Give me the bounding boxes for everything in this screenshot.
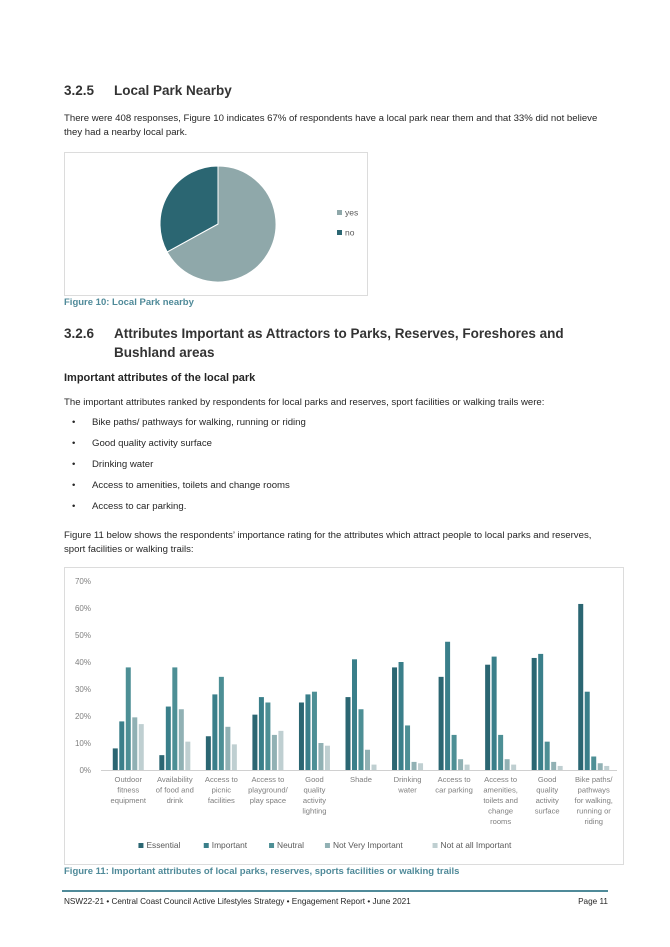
legend-label-no: no	[345, 227, 355, 238]
bar	[113, 748, 118, 770]
x-tick-label: change	[488, 806, 514, 816]
bar	[365, 750, 370, 770]
bar	[585, 692, 590, 770]
bullet-icon: •	[72, 501, 76, 512]
section-heading-3-2-5	[64, 83, 232, 98]
bar	[418, 763, 423, 770]
x-tick-label: activity	[535, 796, 559, 805]
x-tick-label: car parking	[435, 785, 473, 795]
bar	[399, 662, 404, 770]
x-tick-label: Access to	[484, 775, 518, 784]
pie-chart	[65, 153, 367, 295]
bar	[458, 759, 463, 770]
legend-swatch	[269, 843, 274, 848]
subheading-important-attributes: Important attributes of the local park	[64, 372, 256, 384]
x-tick-label: pathways	[577, 785, 610, 795]
y-tick-label: 60%	[74, 604, 91, 613]
list-item: • Good quality activity surface	[72, 438, 212, 449]
bar	[604, 766, 609, 770]
page-number: Page 11	[578, 897, 608, 906]
x-tick-label: Access to	[251, 775, 285, 784]
bullet-icon: •	[72, 459, 76, 470]
bar	[352, 659, 357, 770]
legend-label: Neutral	[277, 840, 305, 850]
attributes-bullet-list	[64, 416, 306, 521]
y-tick-label: 10%	[74, 739, 91, 748]
legend-swatch-no	[337, 230, 342, 235]
bar	[225, 727, 230, 770]
x-tick-label: quality	[303, 785, 326, 795]
bar	[511, 765, 516, 770]
bar	[126, 667, 131, 770]
list-item: • Drinking water	[72, 459, 154, 470]
x-tick-label: amenities,	[483, 785, 518, 795]
bar	[166, 707, 171, 770]
x-tick-label: Bike paths/	[574, 775, 613, 784]
bar	[598, 763, 603, 770]
y-tick-label: 50%	[74, 631, 91, 640]
y-tick-label: 0%	[79, 766, 91, 775]
bar	[212, 694, 217, 770]
y-tick-label: 40%	[74, 658, 91, 667]
x-tick-label: riding	[584, 817, 604, 826]
bar	[325, 746, 330, 770]
x-tick-label: Good	[537, 775, 557, 784]
bar	[206, 736, 211, 770]
y-tick-label: 70%	[74, 577, 91, 586]
x-tick-label: playground/	[248, 785, 288, 795]
bar	[299, 703, 304, 771]
x-tick-label: quality	[536, 785, 559, 795]
x-tick-label: Availability	[156, 775, 193, 784]
legend-swatch-yes	[337, 210, 342, 215]
list-item: • Bike paths/ pathways for walking, running or riding	[72, 417, 306, 428]
footer-text: NSW22-21 • Central Coast Council Active Lifestyles Strategy • Engagement Report • June 2021	[64, 897, 411, 906]
x-tick-label: water	[398, 785, 417, 795]
x-tick-label: Access to	[204, 775, 238, 784]
list-item: • Access to car parking.	[72, 501, 187, 512]
legend-swatch	[325, 843, 330, 848]
bar	[159, 755, 164, 770]
x-tick-label: activity	[302, 796, 327, 805]
bar	[278, 731, 283, 770]
footer-divider	[62, 890, 608, 892]
figure-10-chart	[64, 152, 368, 296]
x-tick-label: play space	[249, 796, 287, 805]
bullet-icon: •	[72, 417, 76, 428]
legend-swatch	[204, 843, 209, 848]
figure-11-caption: Figure 11: Important attributes of local parks, reserves, sports facilities or walking trails	[64, 866, 460, 877]
figure-10-caption: Figure 10: Local Park nearby	[64, 297, 194, 308]
bar-chart	[65, 568, 623, 864]
list-item: • Access to amenities, toilets and change rooms	[72, 480, 290, 491]
bar	[318, 743, 323, 770]
bar	[591, 757, 596, 771]
bullet-icon: •	[72, 480, 76, 491]
bar	[465, 765, 470, 770]
x-tick-label: of food and	[155, 785, 194, 795]
x-tick-label: fitness	[117, 785, 140, 795]
bar	[545, 742, 550, 770]
bar	[185, 742, 190, 770]
x-tick-label: running or	[576, 806, 611, 816]
legend-label: Essential	[146, 840, 181, 850]
x-tick-label: lighting	[302, 806, 327, 816]
x-tick-label: Good	[305, 775, 324, 784]
figure-11-chart	[64, 567, 624, 865]
bar	[139, 724, 144, 770]
bar	[405, 725, 410, 770]
x-tick-label: for walking,	[574, 796, 613, 805]
x-tick-label: surface	[534, 806, 560, 816]
bar	[372, 765, 377, 770]
bar	[392, 667, 397, 770]
bar	[272, 735, 277, 770]
bar	[445, 642, 450, 770]
bar	[312, 692, 317, 770]
x-tick-label: Access to	[437, 775, 471, 784]
bar	[265, 703, 270, 771]
bar	[452, 735, 457, 770]
bar	[492, 657, 497, 770]
legend-label-yes: yes	[345, 207, 359, 218]
section-title: Local Park Nearby	[114, 83, 232, 98]
bar	[538, 654, 543, 770]
bar	[532, 658, 537, 770]
bar	[346, 697, 351, 770]
x-tick-label: Drinking	[393, 775, 422, 784]
bar	[412, 762, 417, 770]
legend-label: Important	[211, 840, 248, 850]
bar	[578, 604, 583, 770]
x-tick-label: toilets and	[483, 796, 518, 805]
section-number: 3.2.5	[64, 83, 95, 98]
x-tick-label: Outdoor	[114, 775, 142, 784]
bar	[359, 709, 364, 770]
x-tick-label: equipment	[110, 796, 147, 805]
bar	[551, 762, 556, 770]
local-park-paragraph: There were 408 responses, Figure 10 indicates 67% of respondents have a local park near them and that 33% did not believe they had a nearby local park.	[64, 113, 598, 138]
x-tick-label: picnic	[211, 785, 232, 795]
y-tick-label: 30%	[74, 685, 91, 694]
bar	[259, 697, 264, 770]
x-tick-label: Shade	[350, 775, 372, 784]
bar	[172, 667, 177, 770]
bar	[505, 759, 510, 770]
bar	[252, 715, 257, 770]
attributes-intro-paragraph: The important attributes ranked by respondents for local parks and reserves, sport facilities or walking trails were:	[64, 397, 545, 408]
bar	[132, 717, 137, 770]
bar	[232, 744, 237, 770]
section-heading-3-2-6	[64, 324, 604, 362]
bar	[119, 721, 124, 770]
bar	[305, 694, 310, 770]
section-title: Attributes Important as Attractors to Parks, Reserves, Foreshores and Bushland areas	[114, 326, 564, 360]
y-tick-label: 20%	[74, 712, 91, 721]
section-number: 3.2.6	[64, 326, 95, 341]
bar	[219, 677, 224, 770]
legend-label: Not at all Important	[440, 840, 512, 850]
bar	[498, 735, 503, 770]
bar	[558, 766, 563, 770]
x-tick-label: facilities	[207, 796, 235, 805]
bullet-icon: •	[72, 438, 76, 449]
x-tick-label: rooms	[490, 817, 512, 826]
legend-swatch	[138, 843, 143, 848]
bar	[485, 665, 490, 770]
figure-11-intro-paragraph: Figure 11 below shows the respondents’ importance rating for the attributes which attract people to local parks and reserves, sport facilities or walking trails:	[64, 530, 592, 555]
legend-swatch	[433, 843, 438, 848]
legend-label: Not Very Important	[332, 840, 403, 850]
bar	[439, 677, 444, 770]
bar	[179, 709, 184, 770]
x-tick-label: drink	[166, 796, 184, 805]
